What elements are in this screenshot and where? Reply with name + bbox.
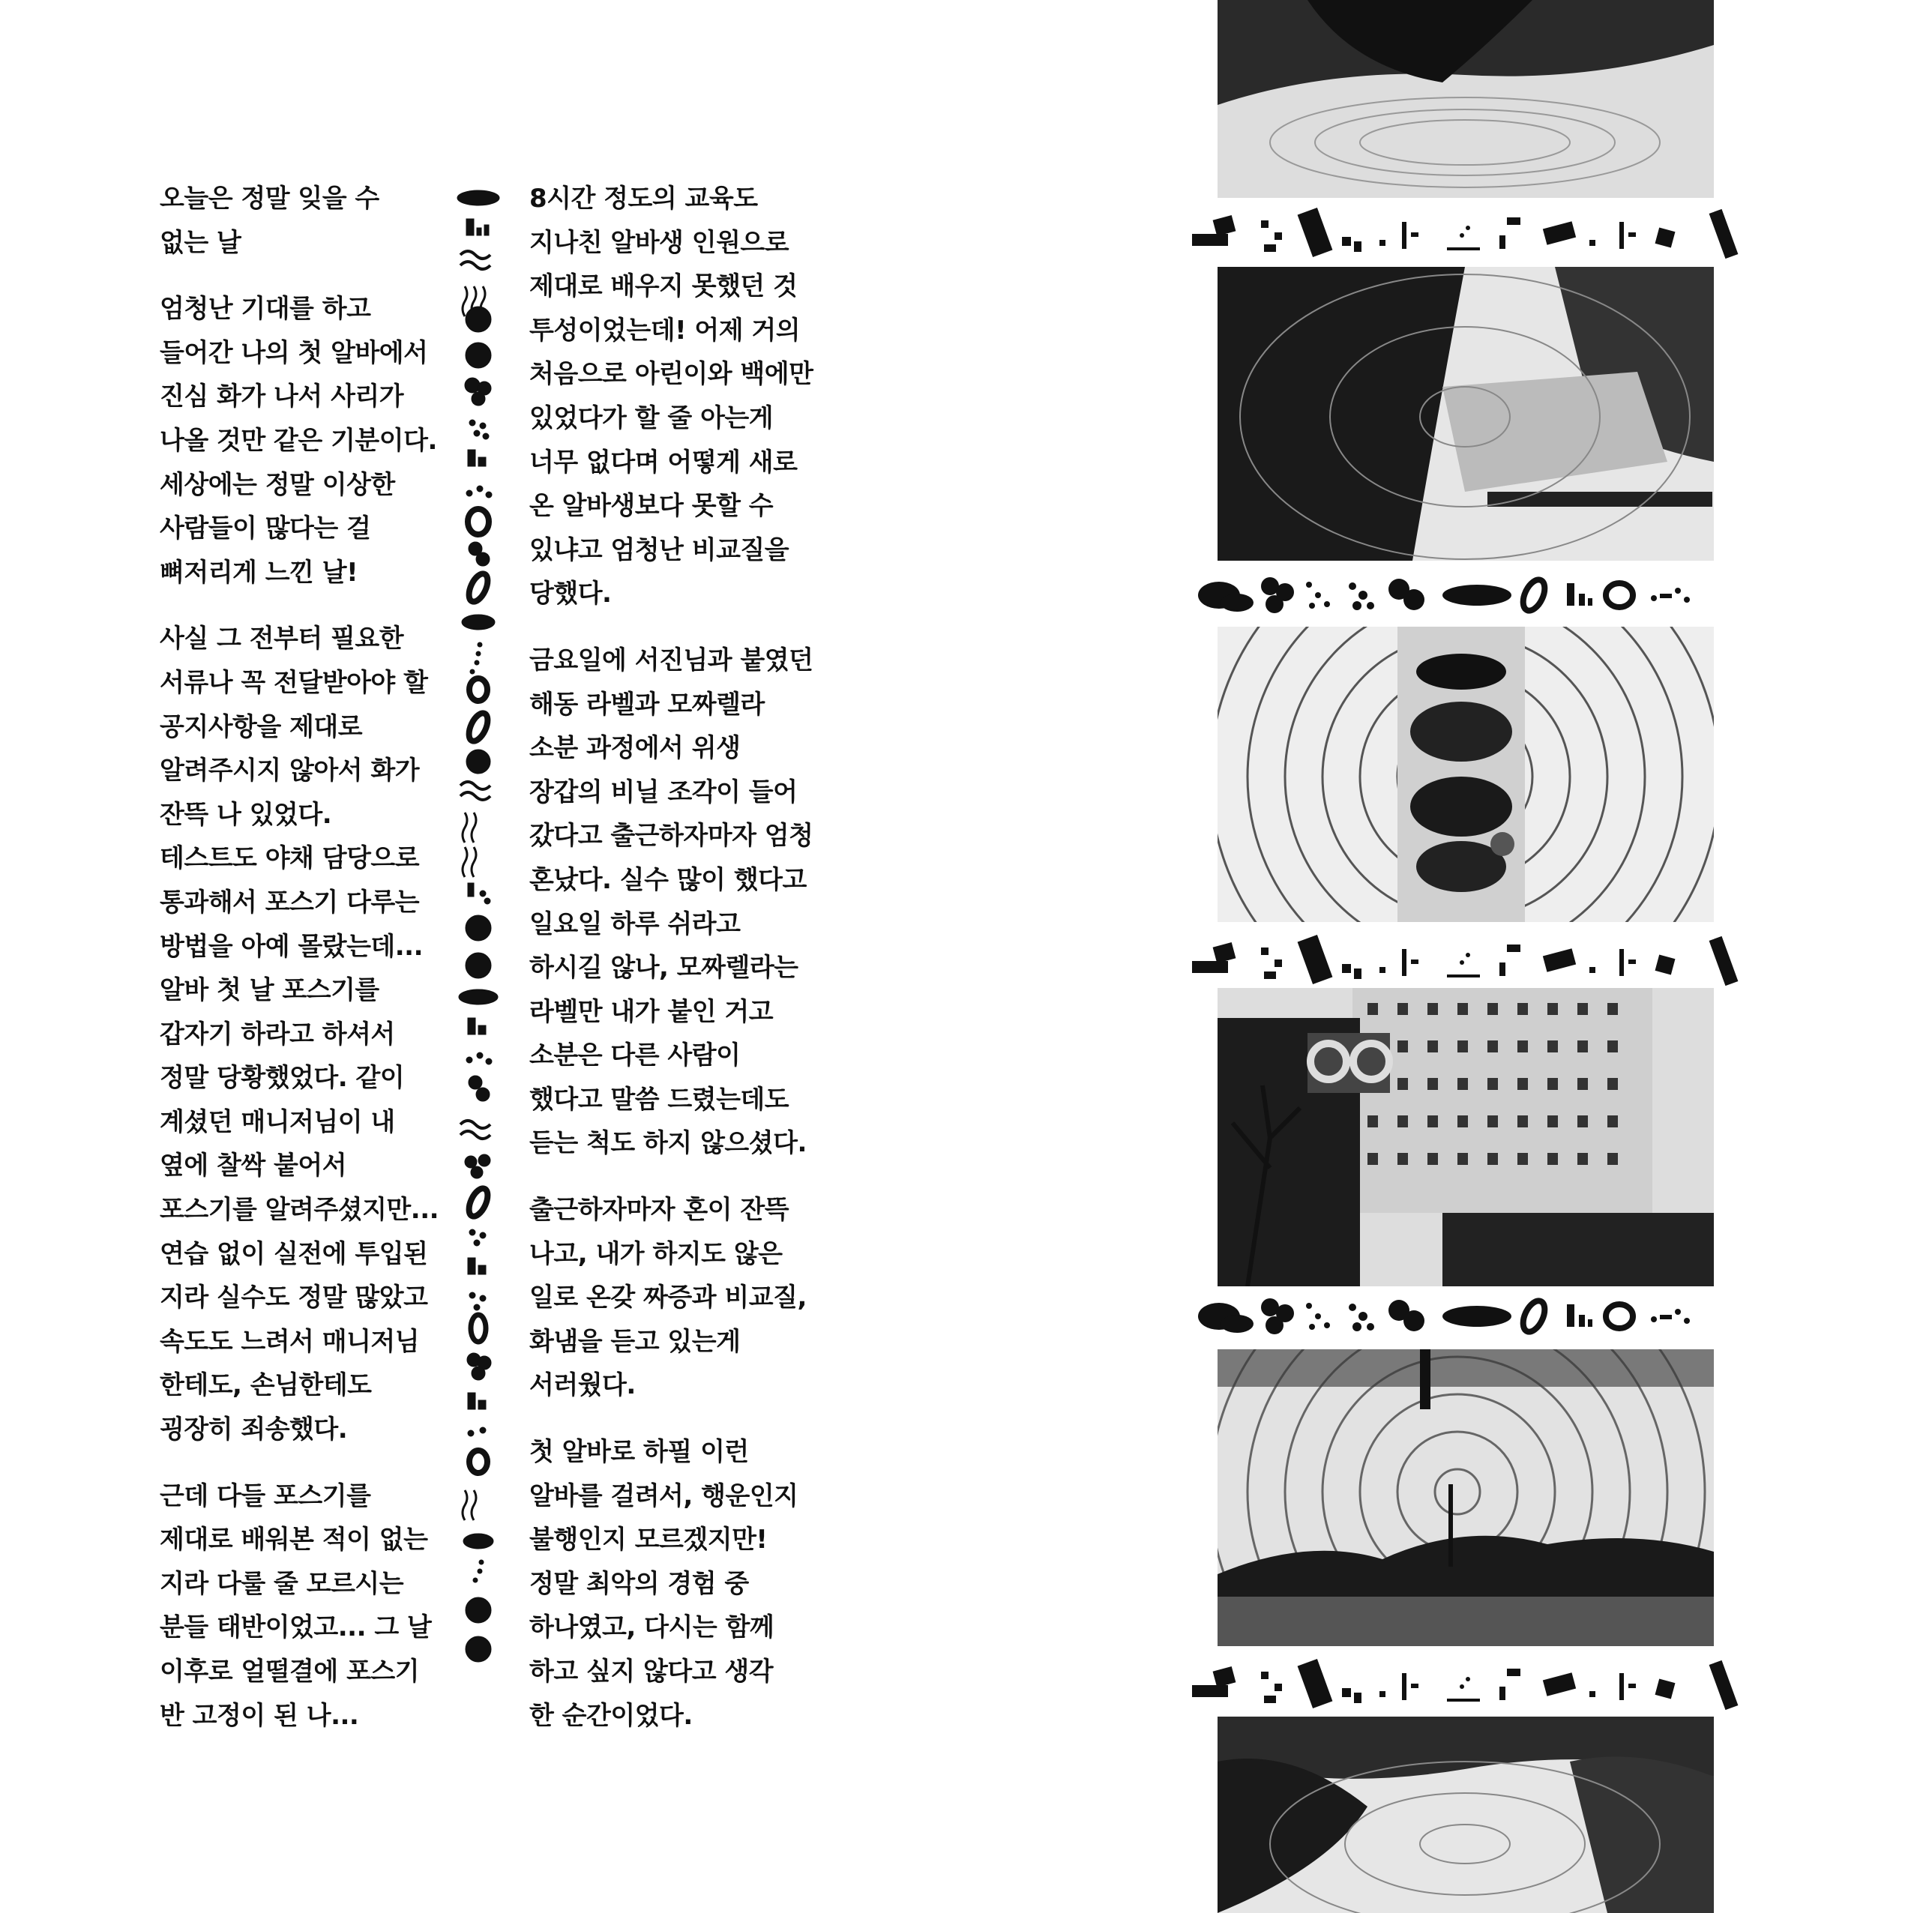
text-line: 지나친 알바생 인원으로: [529, 227, 789, 258]
text-line: 제대로 배워본 적이 없는: [160, 1525, 428, 1555]
text-line: 방법을 아예 몰랐는데...: [160, 931, 424, 962]
text-line: 서류나 꼭 전달받아야 할: [160, 667, 428, 698]
text-line: 나고, 내가 하지도 않은: [529, 1238, 783, 1269]
text-line: 했다고 말씀 드렸는데도: [529, 1084, 789, 1115]
text-line: 지라 실수도 정말 많았고: [160, 1283, 428, 1313]
text-line: 근데 다들 포스기를: [160, 1480, 371, 1511]
text-line: 출근하자마자 혼이 잔뜩: [529, 1195, 789, 1226]
text-line: 너무 없다며 어떻게 새로: [529, 447, 798, 478]
text-line: 정말 최악의 경험 중: [529, 1568, 749, 1599]
halftone-photo-building: [1218, 988, 1714, 1286]
text-line: 투성이었는데! 어제 거의: [529, 315, 801, 346]
glyph-band-5: [1192, 1654, 1754, 1714]
text-line: 장갑의 비닐 조각이 들어: [529, 777, 798, 807]
photo-strip: [1192, 0, 1754, 1913]
paragraph: [160, 287, 452, 594]
text-line: 알바를 걸려서, 행운인지: [529, 1480, 798, 1511]
text-line: 해동 라벨과 모짜렐라: [529, 689, 765, 720]
text-line: 진심 화가 나서 사리가: [160, 382, 404, 412]
middle-text-column: [529, 177, 829, 1760]
text-line: 계셨던 매니저님이 내: [160, 1106, 395, 1137]
text-line: 통과해서 포스기 다루는: [160, 887, 420, 918]
text-line: 소분은 다른 사람이: [529, 1040, 741, 1071]
text-line: 이후로 얼떨결에 포스기: [160, 1657, 420, 1687]
text-line: 혼났다. 실수 많이 했다고: [529, 864, 807, 895]
text-line: 제대로 배우지 못했던 것: [529, 271, 798, 302]
glyph-band-4: [1192, 1289, 1754, 1342]
text-line: 알바 첫 날 포스기를: [160, 975, 379, 1006]
text-line: 하시길 않나, 모짜렐라는: [529, 953, 798, 983]
text-line: 사실 그 전부터 필요한: [160, 624, 404, 654]
paragraph: [529, 1430, 829, 1738]
text-line: 지라 다룰 줄 모르시는: [160, 1568, 404, 1599]
text-line: 뼈저리게 느낀 날!: [160, 557, 358, 588]
text-line: 갑자기 하라고 하셔서: [160, 1019, 395, 1049]
text-line: 없는 날: [160, 227, 241, 258]
paragraph: [160, 617, 452, 1451]
text-line: 있냐고 엄청난 비교질을: [529, 534, 789, 565]
text-line: 사람들이 많다는 걸: [160, 513, 371, 544]
text-line: 세상에는 정말 이상한: [160, 469, 395, 500]
halftone-photo-field: [1218, 1349, 1714, 1646]
paragraph: [160, 1474, 452, 1738]
text-line: 갔다고 출근하자마자 엄청: [529, 821, 813, 852]
glyph-band-3: [1192, 930, 1754, 989]
text-line: 포스기를 알려주셨지만...: [160, 1195, 439, 1226]
text-line: 일로 온갖 짜증과 비교질,: [529, 1283, 807, 1313]
text-line: 테스트도 야채 담당으로: [160, 843, 420, 874]
text-line: 엄청난 기대를 하고: [160, 294, 371, 325]
text-line: 굉장히 죄송했다.: [160, 1415, 348, 1445]
text-line: 8시간 정도의 교육도: [529, 184, 758, 214]
text-line: 처음으로 아린이와 백에만: [529, 359, 813, 390]
text-line: 일요일 하루 쉬라고: [529, 909, 741, 939]
text-line: 정말 당황했었다. 같이: [160, 1063, 405, 1094]
text-line: 있었다가 할 줄 아는게: [529, 403, 774, 433]
text-line: 화냄을 듣고 있는게: [529, 1326, 741, 1357]
paragraph: [529, 1188, 829, 1408]
text-line: 하고 싶지 않다고 생각: [529, 1657, 774, 1687]
halftone-photo-trees: [1218, 1717, 1714, 1913]
text-line: 공지사항을 제대로: [160, 711, 363, 742]
glyph-band-2: [1192, 568, 1754, 621]
left-text-column: [160, 177, 452, 1760]
text-line: 라벨만 내가 붙인 거고: [529, 996, 774, 1027]
glyph-band-1: [1192, 202, 1754, 262]
text-line: 분들 태반이었고... 그 날: [160, 1612, 432, 1643]
text-line: 들어간 나의 첫 알바에서: [160, 337, 428, 368]
text-line: 서러웠다.: [529, 1370, 636, 1401]
paragraph: [160, 177, 452, 265]
text-line: 하나였고, 다시는 함께: [529, 1612, 774, 1643]
text-line: 옆에 찰싹 붙어서: [160, 1151, 347, 1181]
paragraph: [529, 177, 829, 616]
text-line: 한 순간이었다.: [529, 1700, 693, 1731]
text-line: 소분 과정에서 위생: [529, 733, 741, 764]
text-line: 온 알바생보다 못할 수: [529, 491, 774, 522]
text-line: 잔뜩 나 있었다.: [160, 799, 332, 830]
paragraph: [529, 639, 829, 1166]
halftone-photo-park: [1218, 267, 1714, 561]
text-line: 속도도 느려서 매니저님: [160, 1326, 420, 1357]
text-line: 연습 없이 실전에 투입된: [160, 1238, 428, 1269]
text-line: 당했다.: [529, 579, 612, 609]
text-line: 반 고정이 된 나...: [160, 1700, 359, 1731]
decorative-glyph-divider: [450, 186, 507, 1730]
text-line: 나올 것만 같은 기분이다.: [160, 425, 437, 456]
text-line: 한테도, 손님한테도: [160, 1370, 372, 1401]
text-line: 불행인지 모르겠지만!: [529, 1525, 768, 1555]
text-line: 금요일에 서진님과 붙였던: [529, 645, 813, 675]
text-line: 알려주시지 않아서 화가: [160, 756, 420, 786]
halftone-photo-street: [1218, 0, 1714, 198]
halftone-photo-glass: [1218, 627, 1714, 922]
text-line: 첫 알바로 하필 이런: [529, 1437, 749, 1468]
text-line: 듣는 척도 하지 않으셨다.: [529, 1128, 807, 1159]
text-line: 오늘은 정말 잊을 수: [160, 184, 379, 214]
